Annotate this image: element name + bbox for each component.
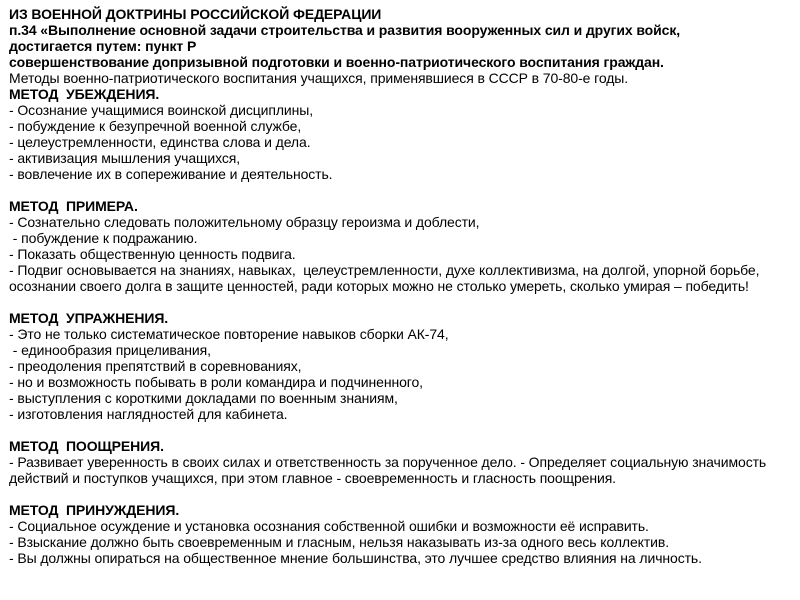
section-item: - побуждение к подражанию. [9,230,198,246]
section-item: - Показать общественную ценность подвига. [9,246,296,262]
section-item: - преодоления препятствий в соревнованиях, [9,358,302,374]
method-section [9,438,790,486]
section-item: - Взыскание должно быть своевременным и гласным, нельзя наказывать из-за одного весь коллектив. [9,534,669,550]
intro-line-bold: достигается путем: пункт Р [9,38,197,54]
section-item: - Социальное осуждение и установка осознания собственной ошибки и возможности её исправить. [9,518,649,534]
section-item: - Это не только систематическое повторение навыков сборки АК-74, [9,326,449,342]
section-item: - Сознательно следовать положительному образцу героизма и доблести, [9,214,480,230]
sections-block [9,86,790,566]
method-section [9,502,790,566]
section-item: - Вы должны опираться на общественное мнение большинства, это лучшее средство влияния на личность. [9,550,702,566]
method-section [9,198,790,294]
section-item: - активизация мышления учащихся, [9,150,241,166]
section-item: - выступления с короткими докладами по военным знаниям, [9,390,398,406]
section-item: - изготовления наглядностей для кабинета. [9,406,288,422]
section-item: - вовлечение их в сопереживание и деятельность. [9,166,333,182]
intro-block [9,6,790,86]
section-item: - но и возможность побывать в роли командира и подчиненного, [9,374,423,390]
section-item: - Осознание учащимися воинской дисциплины, [9,102,314,118]
section-item: - единообразия прицеливания, [9,342,211,358]
intro-line: Методы военно-патриотического воспитания учащихся, применявшиеся в СССР в 70-80-е годы. [9,70,629,86]
intro-line-bold: п.34 «Выполнение основной задачи строительства и развития вооруженных сил и других войск, [9,22,681,38]
section-item: - Подвиг основывается на знаниях, навыках, целеустремленности, духе коллективизма, на долгой, упорной борьбе, осознании своего долга в защите ценностей, ради которых можно не столько умереть, сколько умирая – победить! [9,262,764,294]
intro-line-bold: ИЗ ВОЕННОЙ ДОКТРИНЫ РОССИЙСКОЙ ФЕДЕРАЦИИ [9,6,382,22]
section-heading: МЕТОД ПООЩРЕНИЯ. [9,438,164,454]
section-item: - целеустремленности, единства слова и дела. [9,134,311,150]
section-heading: МЕТОД ПРИНУЖДЕНИЯ. [9,502,180,518]
intro-line-bold: совершенствование допризывной подготовки и военно-патриотического воспитания граждан. [9,54,664,70]
section-item: - Развивает уверенность в своих силах и ответственность за порученное дело. - Определяет социальную значимость действий и поступков учащихся, при этом главное - своевременность и гласность поощрения. [9,454,770,486]
section-heading: МЕТОД УБЕЖДЕНИЯ. [9,86,160,102]
method-section [9,86,790,182]
section-item: - побуждение к безупречной военной службе, [9,118,302,134]
section-heading: МЕТОД ПРИМЕРА. [9,198,138,214]
section-heading: МЕТОД УПРАЖНЕНИЯ. [9,310,169,326]
method-section [9,310,790,422]
